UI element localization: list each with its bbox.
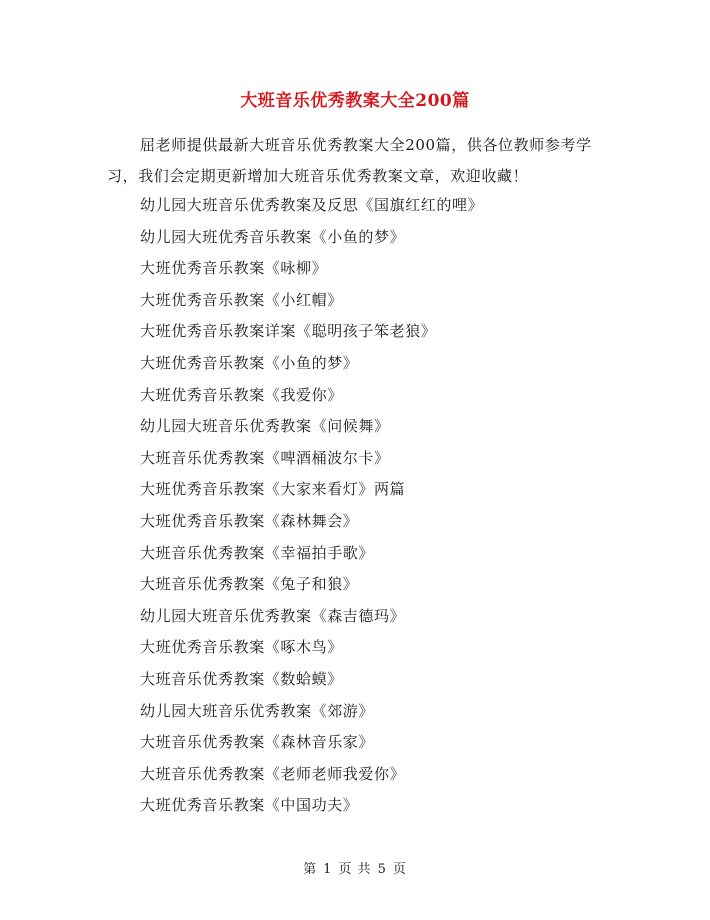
list-item: 大班优秀音乐教案《咏柳》: [140, 259, 328, 278]
list-item: 大班音乐优秀教案《森林音乐家》: [140, 733, 375, 752]
list-item: 大班优秀音乐教案详案《聪明孩子笨老狼》: [140, 322, 437, 341]
list-item: 大班音乐优秀教案《数蛤蟆》: [140, 669, 343, 688]
footer-prefix: 第: [303, 862, 318, 877]
footer-total-pages: 5: [377, 862, 387, 877]
page-footer: [0, 858, 710, 877]
list-item: 幼儿园大班音乐优秀教案《森吉德玛》: [140, 606, 406, 625]
list-item: 大班音乐优秀教案《幸福拍手歌》: [140, 543, 375, 562]
lesson-list: [140, 190, 483, 822]
document-title: 大班音乐优秀教案大全200篇: [240, 91, 470, 111]
list-item: 大班优秀音乐教案《小鱼的梦》: [140, 353, 359, 372]
list-item: 大班音乐优秀教案《老师老师我爱你》: [140, 764, 406, 783]
list-item: 大班优秀音乐教案《森林舞会》: [140, 511, 359, 530]
list-item: 幼儿园大班优秀音乐教案《小鱼的梦》: [140, 227, 406, 246]
footer-page-number: 1: [323, 862, 333, 877]
list-item: 大班音乐优秀教案《啤酒桶波尔卡》: [140, 448, 390, 467]
intro-paragraph: 屈老师提供最新大班音乐优秀教案大全200篇，供各位教师参考学习，我们会定期更新增加大班音乐优秀教案文章，欢迎收藏！: [107, 136, 592, 185]
list-item: 大班优秀音乐教案《大家来看灯》两篇: [140, 480, 406, 499]
footer-middle: 页 共: [338, 862, 372, 877]
footer-suffix: 页: [392, 862, 407, 877]
list-item: 大班优秀音乐教案《啄木鸟》: [140, 638, 343, 657]
list-item: 幼儿园大班音乐优秀教案《问候舞》: [140, 417, 390, 436]
list-item: 大班优秀音乐教案《中国功夫》: [140, 796, 359, 815]
list-item: 大班音乐优秀教案《兔子和狼》: [140, 575, 359, 594]
list-item: 大班优秀音乐教案《我爱你》: [140, 385, 343, 404]
list-item: 幼儿园大班音乐优秀教案及反思《国旗红红的哩》: [140, 196, 484, 214]
list-item: 幼儿园大班音乐优秀教案《郊游》: [140, 701, 375, 720]
list-item: 大班优秀音乐教案《小红帽》: [140, 290, 343, 309]
